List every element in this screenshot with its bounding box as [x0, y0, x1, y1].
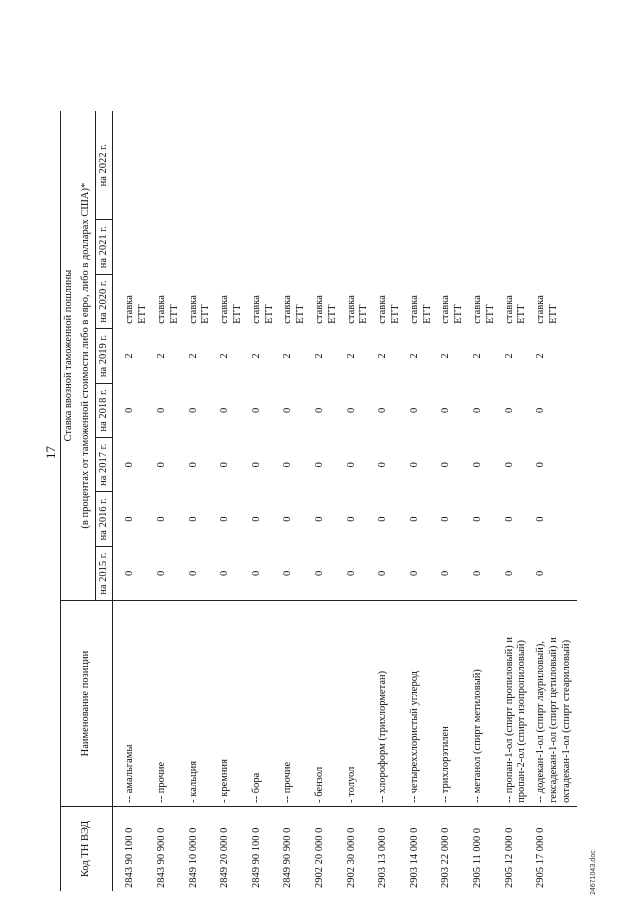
- cell-rate-value: 0: [535, 516, 547, 522]
- cell-code: 2905 17 000 0: [532, 806, 576, 891]
- cell-rate-value: 0: [440, 516, 452, 522]
- cell-rate-value: 0: [440, 407, 452, 413]
- cell-name: -- додекан-1-ол (спирт лауриловый), гексадекан-1-ол (спирт цетиловый) и октадекан-1-ол (спирт стеариловый): [532, 601, 576, 807]
- cell-rate-value: 0: [219, 462, 231, 468]
- cell-rate-value: 0: [377, 407, 389, 413]
- table-row: [343, 111, 375, 891]
- cell-rate-value: 2: [250, 353, 262, 359]
- cell-rate-value: 0: [250, 407, 262, 413]
- cell-rate-value: [469, 111, 501, 220]
- cell-rate-value: 0: [345, 462, 357, 468]
- cell-rate-value: 0: [187, 570, 199, 576]
- cell-rate-text: ставка ЕТТ: [124, 295, 149, 324]
- cell-code: 2903 22 000 0: [437, 806, 469, 891]
- cell-rate-value: [113, 111, 153, 220]
- cell-rate-text: ставка ЕТТ: [471, 295, 496, 324]
- cell-name: - кремния: [216, 601, 248, 807]
- table-row: [406, 111, 438, 891]
- cell-rate-value: [437, 220, 469, 274]
- table-row: [279, 111, 311, 891]
- cell-code: 2902 20 000 0: [311, 806, 343, 891]
- cell-name: -- бора: [248, 601, 280, 807]
- cell-rate-value: [185, 220, 217, 274]
- table-row: [153, 111, 185, 891]
- cell-rate-value: 0: [377, 516, 389, 522]
- cell-rate-value: 0: [187, 407, 199, 413]
- header-year: на 2022 г.: [95, 111, 113, 220]
- table-row: [185, 111, 217, 891]
- cell-rate-text: ставка ЕТТ: [219, 295, 243, 324]
- cell-name: - бензол: [311, 601, 343, 807]
- cell-rate-value: [279, 220, 311, 274]
- header-year: на 2019 г.: [95, 329, 113, 383]
- cell-rate-value: 0: [535, 407, 547, 413]
- header-year: на 2018 г.: [95, 383, 113, 437]
- cell-code: 2902 30 000 0: [343, 806, 375, 891]
- cell-rate-value: 0: [471, 407, 483, 413]
- header-rate-title: Ставка ввозной таможенной пошлины: [61, 111, 78, 601]
- header-year: на 2015 г.: [95, 546, 113, 600]
- cell-rate-value: 0: [408, 516, 420, 522]
- cell-rate-value: [374, 111, 406, 220]
- cell-code: 2843 90 100 0: [113, 806, 153, 891]
- cell-code: 2905 12 000 0: [501, 806, 533, 891]
- cell-rate-value: 0: [155, 570, 167, 576]
- cell-rate-value: [248, 111, 280, 220]
- cell-rate-value: [185, 111, 217, 220]
- cell-rate-value: [532, 220, 576, 274]
- cell-code: 2849 20 000 0: [216, 806, 248, 891]
- cell-rate-value: 0: [471, 516, 483, 522]
- cell-rate-value: 0: [377, 570, 389, 576]
- cell-rate-value: 2: [503, 353, 515, 359]
- cell-rate-value: 0: [282, 516, 294, 522]
- cell-rate-value: 2: [313, 353, 325, 359]
- cell-rate-value: 0: [377, 462, 389, 468]
- cell-rate-text: ставка ЕТТ: [440, 295, 465, 324]
- cell-rate-value: 0: [250, 570, 262, 576]
- cell-name: -- пропан-1-ол (спирт пропиловый) и пропан-2-ол (спирт изопропиловый): [501, 601, 533, 807]
- cell-rate-value: [343, 111, 375, 220]
- table-row: [374, 111, 406, 891]
- cell-rate-text: ставка ЕТТ: [377, 295, 401, 324]
- cell-rate-value: 0: [535, 570, 547, 576]
- cell-rate-value: [153, 111, 185, 220]
- cell-rate-value: 0: [313, 462, 325, 468]
- cell-rate-value: 0: [313, 516, 325, 522]
- cell-rate-value: 2: [377, 353, 389, 359]
- cell-rate-value: 2: [345, 353, 357, 359]
- cell-rate-value: 0: [503, 516, 515, 522]
- cell-rate-value: [343, 220, 375, 274]
- cell-name: -- четыреххлористый углерод: [406, 601, 438, 807]
- table-row: [113, 111, 153, 891]
- cell-rate-value: 0: [219, 516, 231, 522]
- cell-code: 2903 13 000 0: [374, 806, 406, 891]
- cell-code: 2905 11 000 0: [469, 806, 501, 891]
- cell-rate-value: 0: [503, 462, 515, 468]
- cell-rate-value: 0: [408, 407, 420, 413]
- cell-name: -- амальгамы: [113, 601, 153, 807]
- cell-rate-value: 0: [219, 407, 231, 413]
- cell-code: 2903 14 000 0: [406, 806, 438, 891]
- header-rate-subtitle: (в процентах от таможенной стоимости либо в евро, либо в долларах США)*: [79, 182, 91, 529]
- cell-rate-value: [501, 220, 533, 274]
- cell-rate-value: 0: [408, 462, 420, 468]
- cell-code: 2843 90 900 0: [153, 806, 185, 891]
- cell-rate-value: 2: [471, 353, 483, 359]
- cell-rate-value: 0: [282, 462, 294, 468]
- cell-rate-text: ставка ЕТТ: [535, 295, 559, 324]
- cell-rate-value: 2: [282, 353, 294, 359]
- cell-name: -- хлороформ (трихлорметан): [374, 601, 406, 807]
- cell-rate-text: ставка ЕТТ: [345, 295, 370, 324]
- header-year: на 2021 г.: [95, 220, 113, 274]
- cell-rate-value: 0: [345, 516, 357, 522]
- cell-rate-value: [311, 111, 343, 220]
- cell-rate-value: 0: [471, 462, 483, 468]
- cell-rate-value: [279, 111, 311, 220]
- header-name: Наименование позиции: [61, 601, 113, 807]
- cell-rate-value: 0: [124, 516, 136, 522]
- cell-rate-text: ставка ЕТТ: [313, 295, 338, 324]
- cell-rate-value: [113, 220, 153, 274]
- cell-rate-value: 0: [345, 570, 357, 576]
- cell-rate-value: 0: [187, 516, 199, 522]
- cell-rate-value: 0: [250, 462, 262, 468]
- cell-name: - кальция: [185, 601, 217, 807]
- cell-rate-value: 0: [155, 516, 167, 522]
- cell-rate-value: 2: [155, 353, 167, 359]
- cell-rate-value: 0: [282, 570, 294, 576]
- table-row: [216, 111, 248, 891]
- cell-code: 2849 90 100 0: [248, 806, 280, 891]
- cell-rate-value: [153, 220, 185, 274]
- table-body: [113, 111, 577, 891]
- cell-rate-text: ставка ЕТТ: [503, 295, 528, 324]
- cell-name: -- трихлорэтилен: [437, 601, 469, 807]
- header-year: на 2016 г.: [95, 492, 113, 546]
- cell-rate-value: 2: [440, 353, 452, 359]
- cell-rate-value: 0: [282, 407, 294, 413]
- table-row: [501, 111, 533, 891]
- cell-name: -- прочие: [279, 601, 311, 807]
- cell-rate-value: 0: [187, 462, 199, 468]
- cell-rate-text: ставка ЕТТ: [408, 295, 433, 324]
- cell-rate-text: ставка ЕТТ: [155, 295, 180, 324]
- cell-rate-value: 0: [250, 516, 262, 522]
- cell-rate-value: [406, 220, 438, 274]
- cell-code: 2849 10 000 0: [185, 806, 217, 891]
- header-year: на 2017 г.: [95, 438, 113, 492]
- tariff-table: [60, 111, 577, 891]
- cell-rate-value: [248, 220, 280, 274]
- page-number: 17: [43, 446, 58, 459]
- cell-rate-value: [216, 220, 248, 274]
- cell-rate-value: 0: [124, 407, 136, 413]
- cell-rate-value: [469, 220, 501, 274]
- cell-rate-value: 0: [313, 570, 325, 576]
- table-row: [311, 111, 343, 891]
- cell-rate-value: 0: [313, 407, 325, 413]
- table-row: [532, 111, 576, 891]
- cell-rate-value: [406, 111, 438, 220]
- cell-rate-value: 0: [155, 462, 167, 468]
- cell-rate-value: 0: [345, 407, 357, 413]
- header-year: на 2020 г.: [95, 274, 113, 328]
- cell-rate-text: ставка ЕТТ: [187, 295, 212, 324]
- cell-rate-text: ставка ЕТТ: [250, 295, 275, 324]
- cell-rate-text: ставка ЕТТ: [282, 295, 307, 324]
- cell-rate-value: [532, 111, 576, 220]
- cell-rate-value: 0: [471, 570, 483, 576]
- cell-rate-value: [501, 111, 533, 220]
- header-code: Код ТН ВЭД: [61, 806, 113, 891]
- cell-rate-value: 0: [440, 570, 452, 576]
- table-row: [469, 111, 501, 891]
- cell-rate-value: 2: [219, 353, 231, 359]
- cell-rate-value: 0: [440, 462, 452, 468]
- cell-rate-value: 0: [219, 570, 231, 576]
- cell-name: - толуол: [343, 601, 375, 807]
- table-row: [248, 111, 280, 891]
- cell-rate-value: [216, 111, 248, 220]
- cell-rate-value: 0: [503, 407, 515, 413]
- cell-rate-value: 2: [187, 353, 199, 359]
- table-row: [437, 111, 469, 891]
- cell-rate-value: 0: [124, 570, 136, 576]
- cell-name: -- прочие: [153, 601, 185, 807]
- cell-rate-value: [311, 220, 343, 274]
- cell-rate-value: 0: [124, 462, 136, 468]
- cell-rate-value: 0: [535, 462, 547, 468]
- cell-rate-value: 0: [503, 570, 515, 576]
- cell-name: -- метанол (спирт метиловый): [469, 601, 501, 807]
- cell-code: 2849 90 900 0: [279, 806, 311, 891]
- cell-rate-value: 2: [535, 353, 547, 359]
- cell-rate-value: 2: [124, 353, 136, 359]
- cell-rate-value: 0: [408, 570, 420, 576]
- footer-file-code: 2467104З.doc: [590, 850, 597, 895]
- cell-rate-value: 0: [155, 407, 167, 413]
- cell-rate-value: 2: [408, 353, 420, 359]
- cell-rate-value: [437, 111, 469, 220]
- cell-rate-value: [374, 220, 406, 274]
